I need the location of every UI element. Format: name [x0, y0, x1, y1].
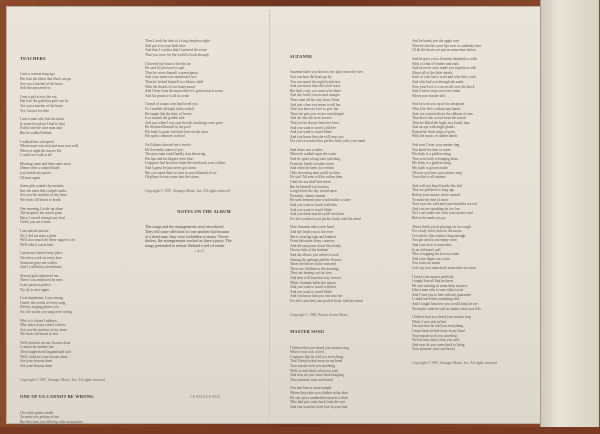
lyric-line: We'll take it out in hate: [20, 242, 54, 247]
lyric-line: Then he killed the lights in a lonely lane: [412, 120, 470, 125]
lyric-line: I loved your master perfectly: [412, 274, 454, 279]
lyric-line: And she shows you where to look: [290, 252, 339, 257]
lyric-line: To make you jealous of me: [20, 415, 59, 420]
lyric-line: Are you a teacher of the heart: [20, 81, 63, 86]
lyric-line: The hospital, the nurses gone: [20, 211, 63, 216]
song-title-one-of-us: ONE OF US CANNOT BE WRONG: [20, 394, 94, 400]
lyric-line: And you want to travel blind: [290, 207, 332, 212]
lyric-line: Your master took you traveling: [290, 364, 335, 368]
lyric-line: Then I think you're playing far too rough: [412, 224, 471, 229]
lyric-line: Child, you are a bone: [20, 220, 51, 225]
lyric-line: For a lady who's been to the moon: [412, 229, 462, 234]
lyric-line: And Jesus was a sailor: [290, 147, 323, 152]
master-song-credit: Copyright © 1967, Stranger Music, Inc. All rights reserved: [412, 361, 497, 366]
lyric-line: And who had you through the mails: [412, 79, 464, 84]
lyric-line: Where none was sick and none was well: [20, 144, 79, 149]
lyric-line: So I studied all night in his school: [145, 106, 195, 111]
lyric-line: Yes, but not for thee: [20, 108, 50, 113]
lyric-line: He taught that the duty of lovers: [145, 111, 192, 116]
lyric-line: On our lady of the harbour: [290, 248, 329, 253]
lyric-line: I knew the words of every song: [20, 300, 66, 305]
song-title-master-song: MASTER SONG: [290, 329, 325, 335]
lyric-line: I met a man who lost his mind: [20, 117, 64, 122]
lyric-line: Forsaken, almost human: [290, 193, 326, 198]
lyric-line: From Salvation Army counters: [290, 239, 335, 244]
song-title-teachers: TEACHERS: [20, 56, 46, 62]
lyric-line: And now do you come back to bring: [412, 342, 465, 347]
lyric-line: But he walked behind: [20, 130, 52, 135]
lyric-line: Which he flew without any hands: [412, 106, 461, 111]
lyric-line: Well at least that's what you said: [412, 338, 459, 343]
lyric-line: Are you a teacher of the heart: [20, 103, 63, 108]
lyric-line: Oh please let me come into the storm: [145, 175, 199, 180]
lyric-line: Her hair the black that black can go: [20, 76, 72, 81]
lyric-line: No, the words you sang were wrong: [20, 309, 72, 314]
suzanne-lyrics: [290, 70, 408, 303]
lyric-line: They laughed and laughed and said: [20, 350, 71, 355]
lyric-line: With a collar of leather and nails: [412, 61, 459, 66]
lyric-line: Until the sea shall free them': [290, 180, 332, 185]
lyric-line: I met a woman long ago: [20, 72, 55, 77]
lyric-line: I suppose that he told you everything: [290, 354, 344, 359]
lyric-line: Soft she answered no: [20, 86, 51, 91]
lyric-line: And they will lean that way forever: [290, 275, 342, 280]
lyric-line: Are you the teachers of my heart: [20, 193, 68, 198]
lyric-line: Did my singing please you: [20, 305, 59, 310]
lyric-line: I could teach him something new: [412, 297, 460, 302]
lyric-line: And he gave you a German shepherd to walk: [412, 56, 477, 61]
lyric-line: And she feeds you tea and oranges: [290, 93, 340, 98]
teachers-credit: Copyright © 1967, Stranger Music, Inc. All rights reserved: [20, 377, 105, 382]
lyric-line: While I was sick in bed: [412, 319, 446, 324]
lyric-line: Your shirt is all undone: [412, 175, 446, 180]
lyric-line: They are leaning out for love: [290, 271, 332, 276]
lyric-line: I met a girl across the sea: [20, 94, 57, 99]
lyric-line: I lit a thin green candle: [20, 410, 54, 415]
one-of-us-lyrics-continued: [145, 39, 263, 180]
lyric-line: There are heroes in the seaweed: [290, 262, 336, 267]
lyric-line: And he hands you the apple core: [412, 39, 460, 44]
lyric-line: Your prisoner wine and bread: [412, 347, 455, 352]
lyric-line: They heard that my body was free: [20, 424, 70, 429]
lyric-line: His body is gone, but back here on the lawn: [145, 129, 209, 134]
lyric-line: Now your love is a secret all over the block: [412, 84, 475, 89]
lyric-line: His lips and his fingers were blue: [145, 156, 194, 161]
lyric-line: You can spend the night beside her: [290, 79, 341, 84]
note-line: theless, the arrangements worked as three a party. The: [145, 238, 232, 244]
lyric-line: With the music of rubber bands: [412, 134, 458, 139]
lyric-line: And will you kneel beside this bed: [412, 183, 462, 188]
note-line: of a dead man, they were forbidden to marry. Never-: [145, 233, 230, 239]
lyric-line: You can hear the boats go by: [290, 74, 332, 79]
lyric-line: Dinner time a scalpel blade: [20, 166, 60, 171]
lyric-line: Like a man who is sure what is true: [412, 288, 464, 293]
lyric-line: And the sun pours down like honey: [290, 243, 342, 248]
lyric-line: And your name was mentioned in it: [145, 75, 197, 80]
lyric-line: But you stand there so nice in your blizzard of ice: [145, 170, 217, 175]
lyric-line: No, I did not miss a plate: [20, 233, 57, 238]
lyric-line: Who had just come back from the war: [290, 400, 345, 405]
lyric-line: When at night the nurses left: [20, 148, 62, 153]
lyric-line: I believe that you heard your master sing: [412, 315, 471, 320]
note-line: The songs and the arrangements were introduced: [145, 223, 224, 229]
lyric-line: An Eskimo showed me a movie: [145, 143, 191, 148]
lyric-line: Several girls embraced me,: [20, 273, 60, 278]
lyric-line: Your prisoner wine and bread: [290, 377, 333, 382]
lyric-line: In an old man's cuff: [412, 247, 441, 252]
lyric-line: He said 'All men will be sailors then: [290, 175, 343, 180]
lyric-line: Then he wrote himself a prescription: [145, 70, 198, 75]
lyric-line: To make my bed of snow: [412, 197, 449, 202]
lyric-line: Who takes down what I confess: [20, 323, 66, 328]
lyric-line: And I guess he just never got warm: [145, 166, 197, 171]
lyric-line: Well, how much do these suppers cost: [20, 238, 75, 243]
column-2: [145, 30, 263, 382]
lyric-line: Then I was embraced by men: [20, 278, 63, 283]
lyric-line: Before your master chose instead: [412, 193, 460, 197]
lyric-line: I heard of a saint who had loved you: [145, 102, 198, 107]
lyric-line: Let's say you came back some time too soon: [412, 265, 476, 270]
lyric-line: That we polished so long ago: [412, 188, 455, 193]
lyric-line: Some girls wander by mistake: [20, 184, 64, 189]
lyric-line: He'd recently taken of you: [145, 147, 183, 152]
lyric-line: And your thighs are a ruin: [412, 256, 450, 261]
lyric-line: And it never stops not even when: [412, 89, 461, 94]
lyric-line: That come all the way from China: [290, 97, 340, 102]
suzanne-credit: Copyright © 1966, Project Seven Music: [290, 312, 348, 317]
lyric-line: And I taught him how you would long for me: [412, 302, 478, 307]
lyric-line: Into the mess that scalpels make: [20, 188, 67, 193]
lyric-line: About all of the little details: [412, 70, 453, 75]
lyric-line: She is wearing rags and feathers: [290, 234, 337, 239]
lyric-line: Are your lessons done: [20, 363, 53, 368]
column-4: [412, 30, 532, 390]
lyric-line: Who is tapping his foot to a tune: [412, 252, 460, 257]
lyric-line: And you know that she's half crazy: [290, 84, 341, 89]
lyric-line: There are children in the morning: [290, 266, 339, 271]
lyric-line: That you've always been her lover: [290, 120, 340, 125]
lyric-line: Only drowning men could see him: [290, 170, 340, 175]
lyric-line: That your body is hanging from: [412, 156, 458, 161]
lyric-line: I walked into a hospital: [20, 139, 54, 144]
sleeve-flap: [540, 0, 599, 427]
lyric-line: Of all the kisses we put on some time before: [412, 48, 476, 53]
lyric-line: Among the garbage and the flowers: [290, 257, 342, 262]
lyric-line: I could not walk at all: [20, 153, 52, 158]
lyric-line: You want too much: [412, 261, 441, 266]
lyric-line: Suzanne takes you down to her place near the river: [290, 70, 364, 75]
lyric-line: And he took you up in his aeroplane: [412, 102, 465, 107]
lyric-line: My body is grown numb: [412, 166, 448, 171]
master-song-lyrics: [290, 346, 408, 410]
lyric-line: Are you the teachers of my heart: [20, 327, 68, 332]
lyric-line: But he himself was broken: [290, 184, 329, 189]
lyric-line: And you cruised above the ribbons of rain: [412, 111, 473, 116]
column-3: [290, 42, 408, 409]
lyric-line: And now do you come back bringing: [290, 373, 344, 378]
column-1: [20, 44, 138, 429]
lyric-line: With the details of our honeymoon: [145, 84, 196, 89]
lyric-line: No, do it once again: [20, 287, 50, 292]
lyric-line: When your master fails: [412, 93, 446, 98]
lyric-line: That you have no love to give her: [290, 107, 339, 112]
lyric-line: You kneel for him to come: [412, 147, 451, 152]
lyric-line: And you want to travel with her: [290, 125, 336, 130]
lyric-line: And put it in your little shoe: [145, 43, 186, 48]
lyric-line: That I keep locked away in my head: [290, 359, 343, 364]
lyric-line: And I hear from the nurse that he's gotten much worse: [145, 89, 224, 94]
lyric-line: But that's why you want to be there: [290, 88, 341, 93]
lyric-line: Well, teachers are my lessons done: [20, 340, 71, 345]
lyric-line: Oh hear again: [20, 175, 41, 180]
lyric-line: That you wore for the world to look through: [145, 52, 209, 57]
lyric-line: One morning I woke up alone: [20, 206, 64, 211]
lyric-line: I spent my hatred every place: [20, 251, 63, 256]
lyric-line: We teach old hearts to rest: [20, 332, 58, 337]
lyric-line: No matter what he said no matter what you'd do: [412, 306, 482, 311]
lyric-line: Have I carved enough, my lord: [20, 215, 65, 220]
lyric-line: He was just a numberless man in a chair: [290, 395, 348, 400]
lyric-line: Now Suzanne takes your hand: [290, 225, 334, 230]
lyric-line: While Suzanne holds the mirror: [290, 280, 336, 285]
one-of-us-credit: Copyright © 1967, Stranger Music, Inc. All rights reserved: [145, 189, 230, 193]
lyric-line: Her hair the gold that gold can be: [20, 99, 69, 104]
lyric-line: Then I took the dust of a long sleepless night: [145, 39, 210, 44]
lyric-line: I believe that you heard your master sing: [290, 345, 349, 350]
lyric-line: That drove the crowd from the stands: [412, 116, 466, 121]
lyric-line: And she lets the river answer: [290, 116, 332, 121]
lyric-line: I was handsome, I was strong,: [20, 296, 64, 301]
lyric-line: On every work on every face: [20, 255, 62, 260]
lyric-line: For she's touched your perfect body with her mind: [290, 298, 363, 303]
lyric-line: And now I hear your master sing: [412, 143, 460, 148]
lyric-line: I cannot do another one: [20, 345, 54, 350]
lyric-line: When I was sick in bed: [290, 350, 324, 355]
lyric-line: Your master took you traveling: [412, 333, 457, 338]
lyric-line: Then she gets you on her wavelength: [290, 111, 344, 116]
lyric-line: And just when you mean to tell her: [290, 102, 341, 107]
notes-heading: NOTES ON THE ALBUM: [177, 208, 231, 214]
lyric-line: Then he locked himself in a library shelf: [145, 79, 204, 84]
lyric-line: And an ape with angel glands: [412, 125, 455, 130]
lyric-line: The poor man could hardly stop shivering: [145, 152, 206, 157]
lyric-line: And he spent a long time watching: [290, 157, 341, 162]
lyric-line: And you want to travel blind: [290, 289, 332, 294]
center-fold: [269, 10, 271, 420]
lyric-line: I must keep locked away in my head: [412, 329, 465, 334]
lyric-line: In some lost place I had to find: [20, 121, 65, 126]
lyric-line: And his practice is all in a ruin: [145, 93, 190, 98]
lyric-line: And you are speaking far too low: [412, 206, 461, 211]
lyric-line: His spirit continues to drool: [145, 134, 186, 139]
lyric-line: Oh now you hear your master sing: [412, 170, 462, 175]
lyric-line: Is my passion perfect: [20, 282, 51, 287]
lyric-line: And you want to travel with him: [290, 203, 337, 207]
lyric-line: And you want to travel blind: [290, 130, 332, 135]
lyric-line: And you know that you can trust her: [290, 294, 343, 299]
lyric-line: And when he knew for certain: [290, 166, 334, 171]
lyric-line: No I can't make out what your master said: [412, 211, 473, 216]
lyric-line: I've lain by this window long enough: [412, 233, 466, 238]
lyric-line: His body is a golden string: [412, 152, 451, 157]
one-of-us-lyrics: [20, 411, 138, 429]
lyric-line: You get used to an empty room: [412, 238, 457, 243]
lyric-line: And you wrap his tired face in your hair: [290, 404, 348, 409]
lyric-line: He sank beneath your wisdom like a stone: [290, 198, 351, 203]
notes-body: [145, 225, 263, 254]
lyric-line: Are your lessons done: [20, 359, 53, 364]
lyric-line: Lay beside my spoon: [20, 171, 51, 176]
lyric-line: For he's touched your perfect body with his mind: [290, 216, 361, 221]
lyric-line: When he walked upon the water: [290, 152, 337, 157]
lyric-line: You met him at some temple: [290, 386, 332, 391]
lyric-line: And then I confess that I tortured the event: [145, 48, 207, 53]
lyric-line: From his lonely wooden tower: [290, 161, 335, 166]
lyric-line: Follow me the wise man said: [20, 126, 63, 131]
lyric-line: Well, child are your lessons done: [20, 354, 68, 359]
lyric-line: Well, at least that's what you said: [290, 368, 338, 373]
lyric-line: His body is a golden string: [412, 161, 451, 166]
lyric-line: And just when I was sure that his teachings were pure: [145, 120, 223, 125]
note-line: They fell some affection for one another but because: [145, 228, 230, 234]
lyric-line: I taught him all that he knew: [412, 279, 454, 284]
lyric-line: I showed my heart to the doctor: [145, 61, 191, 66]
master-song-lyrics-continued: [412, 39, 532, 352]
lyric-line: Morning came and then came noon: [20, 161, 71, 166]
lyric-line: And you want to travel with her: [290, 285, 336, 290]
note-line: —L.C.: [145, 247, 206, 253]
lyric-line: Long before the sky would open: [290, 189, 337, 194]
lyric-line: And I wished for an embrace: [20, 265, 62, 270]
lyric-line: Who is it whom I address,: [20, 318, 58, 323]
lyric-line: Is to tarnish the golden rule: [145, 116, 185, 121]
lyric-line: And your love is some dust: [412, 242, 452, 247]
lyric-line: Where they take your clothes at the door: [290, 390, 349, 395]
lyric-line: Someone gave me wishes: [20, 260, 58, 265]
lyric-line: He said I'd just have to quit: [145, 66, 185, 71]
lyric-line: I'm sure that he told you everything: [412, 324, 464, 329]
song-title-suzanne: SUZANNE: [290, 54, 313, 60]
lyric-line: And you think maybe you'll trust him: [290, 212, 344, 217]
lyric-line: And you know that she will trust you: [290, 134, 344, 139]
lyric-line: And I sent you to him with my guarantee: [412, 292, 472, 297]
lyric-line: He drowned himself in the pool: [145, 125, 191, 130]
lyric-line: But the room just filled up with mosquitoes: [20, 419, 83, 424]
lyric-line: Before he made you go: [412, 215, 446, 220]
lyric-line: I suppose that he froze when the wind took your clothes: [145, 161, 226, 166]
lyric-line: He was starving in some deep mystery: [412, 283, 468, 288]
lyric-line: Then he touches your lips now so suddenly bare: [412, 43, 482, 48]
lyric-line: Erased the final wisps of pain: [412, 129, 455, 134]
lyric-line: For you've touched her perfect body with your mind: [290, 139, 366, 144]
lyric-line: We teach old hearts to break: [20, 198, 61, 203]
lyric-line: And he never once made you explain or talk: [412, 66, 476, 71]
lyric-line: And she leads you to the river: [290, 229, 334, 234]
lyric-line: Your eyes are wild and your knuckles are red: [412, 202, 477, 207]
lyric-line: Such as who had a word and who had a rock: [412, 75, 477, 80]
teachers-lyrics: [20, 72, 138, 368]
note-line: songs pretended to retreat. Behind a veil of swine.: [145, 243, 226, 249]
catalog-label: CS 9533/CS 9533: [190, 395, 221, 399]
lyric-line: I ate and ate and ate: [20, 229, 49, 233]
